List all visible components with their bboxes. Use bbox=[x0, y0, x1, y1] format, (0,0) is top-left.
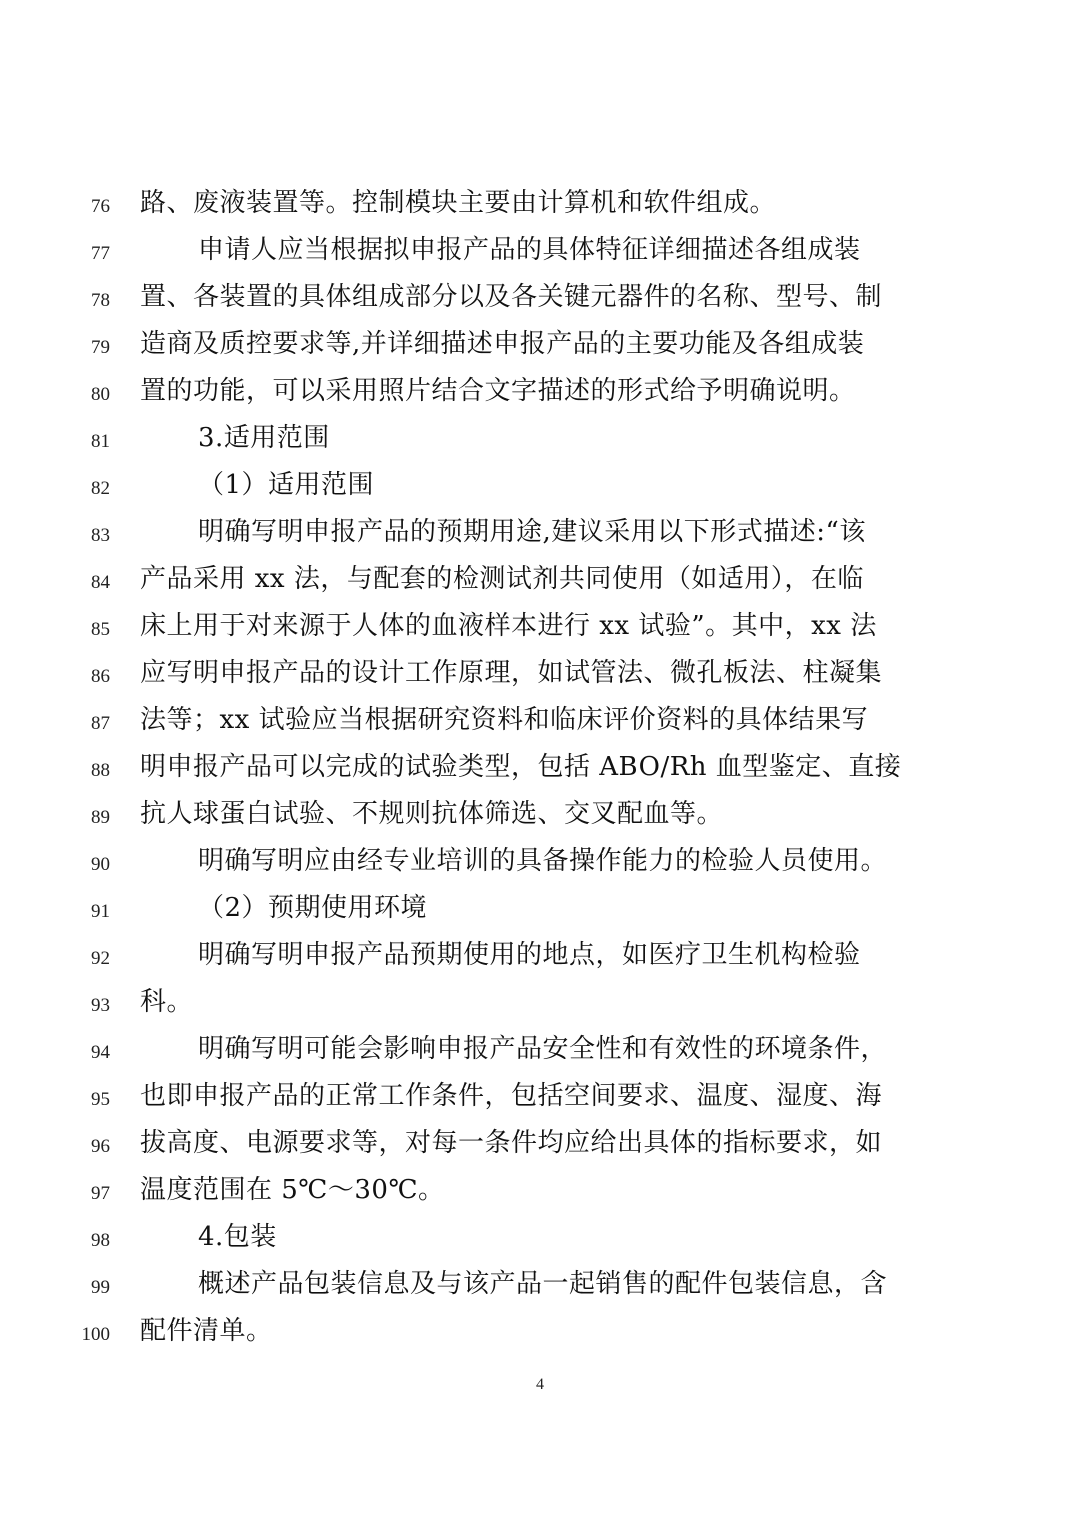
line-number: 94 bbox=[91, 1042, 110, 1063]
text-line bbox=[0, 280, 1080, 327]
line-text: 置、各装置的具体组成部分以及各关键元器件的名称、型号、制 bbox=[140, 282, 883, 312]
text-line bbox=[0, 327, 1080, 374]
line-text: 明确写明申报产品的预期用途,建议采用以下形式描述:“该 bbox=[198, 517, 866, 547]
line-number: 85 bbox=[91, 619, 110, 640]
text-line bbox=[0, 891, 1080, 938]
line-text: 明申报产品可以完成的试验类型，包括 ABO/Rh 血型鉴定、直接 bbox=[140, 752, 902, 782]
line-number: 77 bbox=[91, 243, 110, 264]
line-number: 78 bbox=[91, 290, 110, 311]
line-number: 79 bbox=[91, 337, 110, 358]
line-number: 96 bbox=[91, 1136, 110, 1157]
line-number: 90 bbox=[91, 854, 110, 875]
text-line bbox=[0, 468, 1080, 515]
section-heading: 3.适用范围 bbox=[198, 423, 330, 453]
text-line bbox=[0, 1314, 1080, 1361]
text-line bbox=[0, 938, 1080, 985]
text-line bbox=[0, 186, 1080, 233]
line-number: 76 bbox=[91, 196, 110, 217]
line-text: 路、废液装置等。控制模块主要由计算机和软件组成。 bbox=[140, 188, 777, 218]
text-line bbox=[0, 1267, 1080, 1314]
line-number: 80 bbox=[91, 384, 110, 405]
text-line bbox=[0, 1173, 1080, 1220]
text-line bbox=[0, 750, 1080, 797]
line-number: 99 bbox=[91, 1277, 110, 1298]
text-line bbox=[0, 609, 1080, 656]
line-number: 95 bbox=[91, 1089, 110, 1110]
text-line bbox=[0, 374, 1080, 421]
text-line bbox=[0, 515, 1080, 562]
text-line bbox=[0, 1126, 1080, 1173]
line-text: 置的功能，可以采用照片结合文字描述的形式给予明确说明。 bbox=[140, 376, 856, 406]
line-text: 申请人应当根据拟申报产品的具体特征详细描述各组成装 bbox=[198, 235, 861, 265]
line-text: 概述产品包装信息及与该产品一起销售的配件包装信息，含 bbox=[198, 1269, 888, 1299]
text-line bbox=[0, 703, 1080, 750]
line-number: 83 bbox=[91, 525, 110, 546]
line-text: 也即申报产品的正常工作条件，包括空间要求、温度、湿度、海 bbox=[140, 1081, 883, 1111]
text-line bbox=[0, 233, 1080, 280]
text-line bbox=[0, 1032, 1080, 1079]
line-number: 89 bbox=[91, 807, 110, 828]
line-number: 86 bbox=[91, 666, 110, 687]
line-text: 温度范围在 5℃～30℃。 bbox=[140, 1175, 445, 1205]
page-number: 4 bbox=[536, 1376, 544, 1393]
line-text: 明确写明可能会影响申报产品安全性和有效性的环境条件， bbox=[198, 1034, 888, 1064]
line-number: 91 bbox=[91, 901, 110, 922]
line-text: 床上用于对来源于人体的血液样本进行 xx 试验”。其中，xx 法 bbox=[140, 611, 877, 641]
subsection-heading: （2）预期使用环境 bbox=[198, 893, 428, 923]
line-text: 应写明申报产品的设计工作原理，如试管法、微孔板法、柱凝集 bbox=[140, 658, 883, 688]
line-text: 配件清单。 bbox=[140, 1316, 273, 1346]
line-number: 93 bbox=[91, 995, 110, 1016]
text-line bbox=[0, 797, 1080, 844]
line-text: 明确写明申报产品预期使用的地点，如医疗卫生机构检验 bbox=[198, 940, 861, 970]
line-text: 法等；xx 试验应当根据研究资料和临床评价资料的具体结果写 bbox=[140, 705, 869, 735]
line-number: 98 bbox=[91, 1230, 110, 1251]
text-line bbox=[0, 985, 1080, 1032]
line-number: 87 bbox=[91, 713, 110, 734]
line-text: 抗人球蛋白试验、不规则抗体筛选、交叉配血等。 bbox=[140, 799, 724, 829]
line-number: 88 bbox=[91, 760, 110, 781]
line-text: 明确写明应由经专业培训的具备操作能力的检验人员使用。 bbox=[198, 846, 888, 876]
line-number: 84 bbox=[91, 572, 110, 593]
line-text: 产品采用 xx 法，与配套的检测试剂共同使用（如适用），在临 bbox=[140, 564, 864, 594]
line-number: 97 bbox=[91, 1183, 110, 1204]
line-number: 92 bbox=[91, 948, 110, 969]
line-number: 81 bbox=[91, 431, 110, 452]
text-line bbox=[0, 656, 1080, 703]
text-line bbox=[0, 1079, 1080, 1126]
text-line bbox=[0, 562, 1080, 609]
line-text: 造商及质控要求等,并详细描述申报产品的主要功能及各组成装 bbox=[140, 329, 865, 359]
line-number: 82 bbox=[91, 478, 110, 499]
text-line bbox=[0, 421, 1080, 468]
text-line bbox=[0, 844, 1080, 891]
line-number: 100 bbox=[81, 1324, 110, 1345]
text-line bbox=[0, 1220, 1080, 1267]
subsection-heading: （1）适用范围 bbox=[198, 470, 375, 500]
section-heading: 4.包装 bbox=[198, 1222, 277, 1252]
line-text: 拔高度、电源要求等，对每一条件均应给出具体的指标要求，如 bbox=[140, 1128, 883, 1158]
line-text: 科。 bbox=[140, 987, 194, 1017]
